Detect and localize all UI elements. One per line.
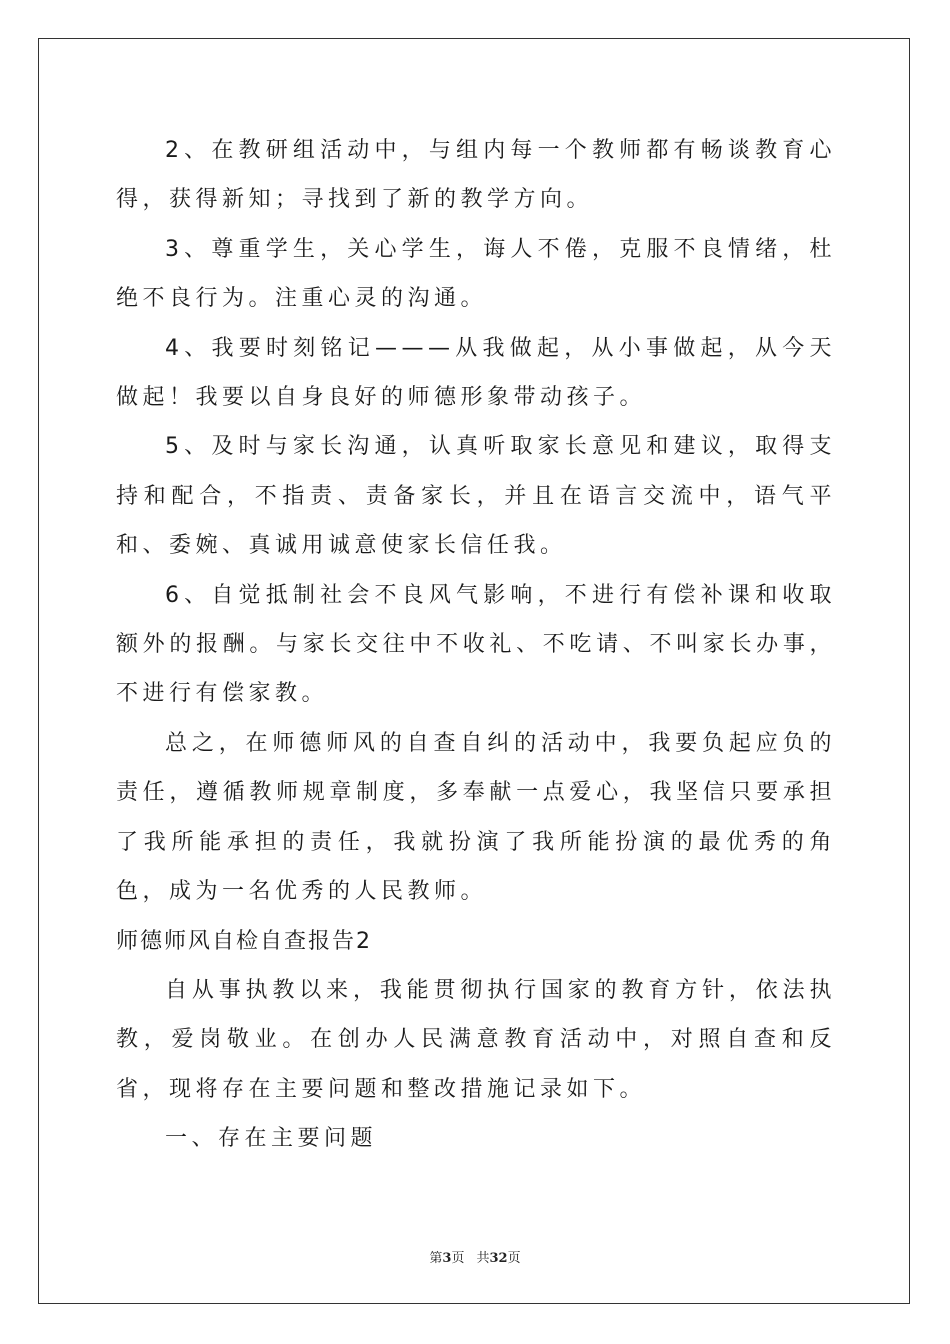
paragraph-item-6: 6、自觉抵制社会不良风气影响，不进行有偿补课和收取额外的报酬。与家长交往中不收礼、不吃请、不叫家长办事，不进行有偿家教。 (116, 582, 836, 707)
paragraph-item-4: 4、我要时刻铭记———从我做起，从小事做起，从今天做起！我要以自身良好的师德形象带动孩子。 (116, 335, 836, 411)
section-title: 师德师风自检自查报告2 (116, 928, 372, 954)
total-suffix: 页 (507, 1251, 521, 1266)
document-body (116, 126, 836, 1164)
paragraph-item-2: 2、在教研组活动中，与组内每一个教师都有畅谈教育心得，获得新知；寻找到了新的教学方向。 (116, 138, 836, 213)
page-suffix: 页 (451, 1251, 465, 1266)
total-pages: 32 (489, 1251, 508, 1266)
page-prefix: 第 (429, 1251, 443, 1266)
paragraph-summary: 总之，在师德师风的自查自纠的活动中，我要负起应负的责任，遵循教师规章制度，多奉献一点爱心，我坚信只要承担了我所能承担的责任，我就扮演了我所能扮演的最优秀的角色，成为一名优秀的人民教师。 (116, 730, 836, 905)
paragraph-item-5: 5、及时与家长沟通，认真听取家长意见和建议，取得支持和配合，不指责、责备家长，并且在语言交流中，语气平和、委婉、真诚用诚意使家长信任我。 (116, 434, 836, 559)
subsection-heading: 一、存在主要问题 (165, 1126, 378, 1152)
page-footer (0, 1247, 950, 1266)
paragraph-intro: 自从事执教以来，我能贯彻执行国家的教育方针，依法执教，爱岗敬业。在创办人民满意教育活动中，对照自查和反省，现将存在主要问题和整改措施记录如下。 (116, 977, 836, 1102)
total-prefix: 共 (476, 1251, 490, 1266)
paragraph-item-3: 3、尊重学生，关心学生，诲人不倦，克服不良情绪，杜绝不良行为。注重心灵的沟通。 (116, 236, 836, 312)
page-number: 3 (442, 1251, 452, 1266)
